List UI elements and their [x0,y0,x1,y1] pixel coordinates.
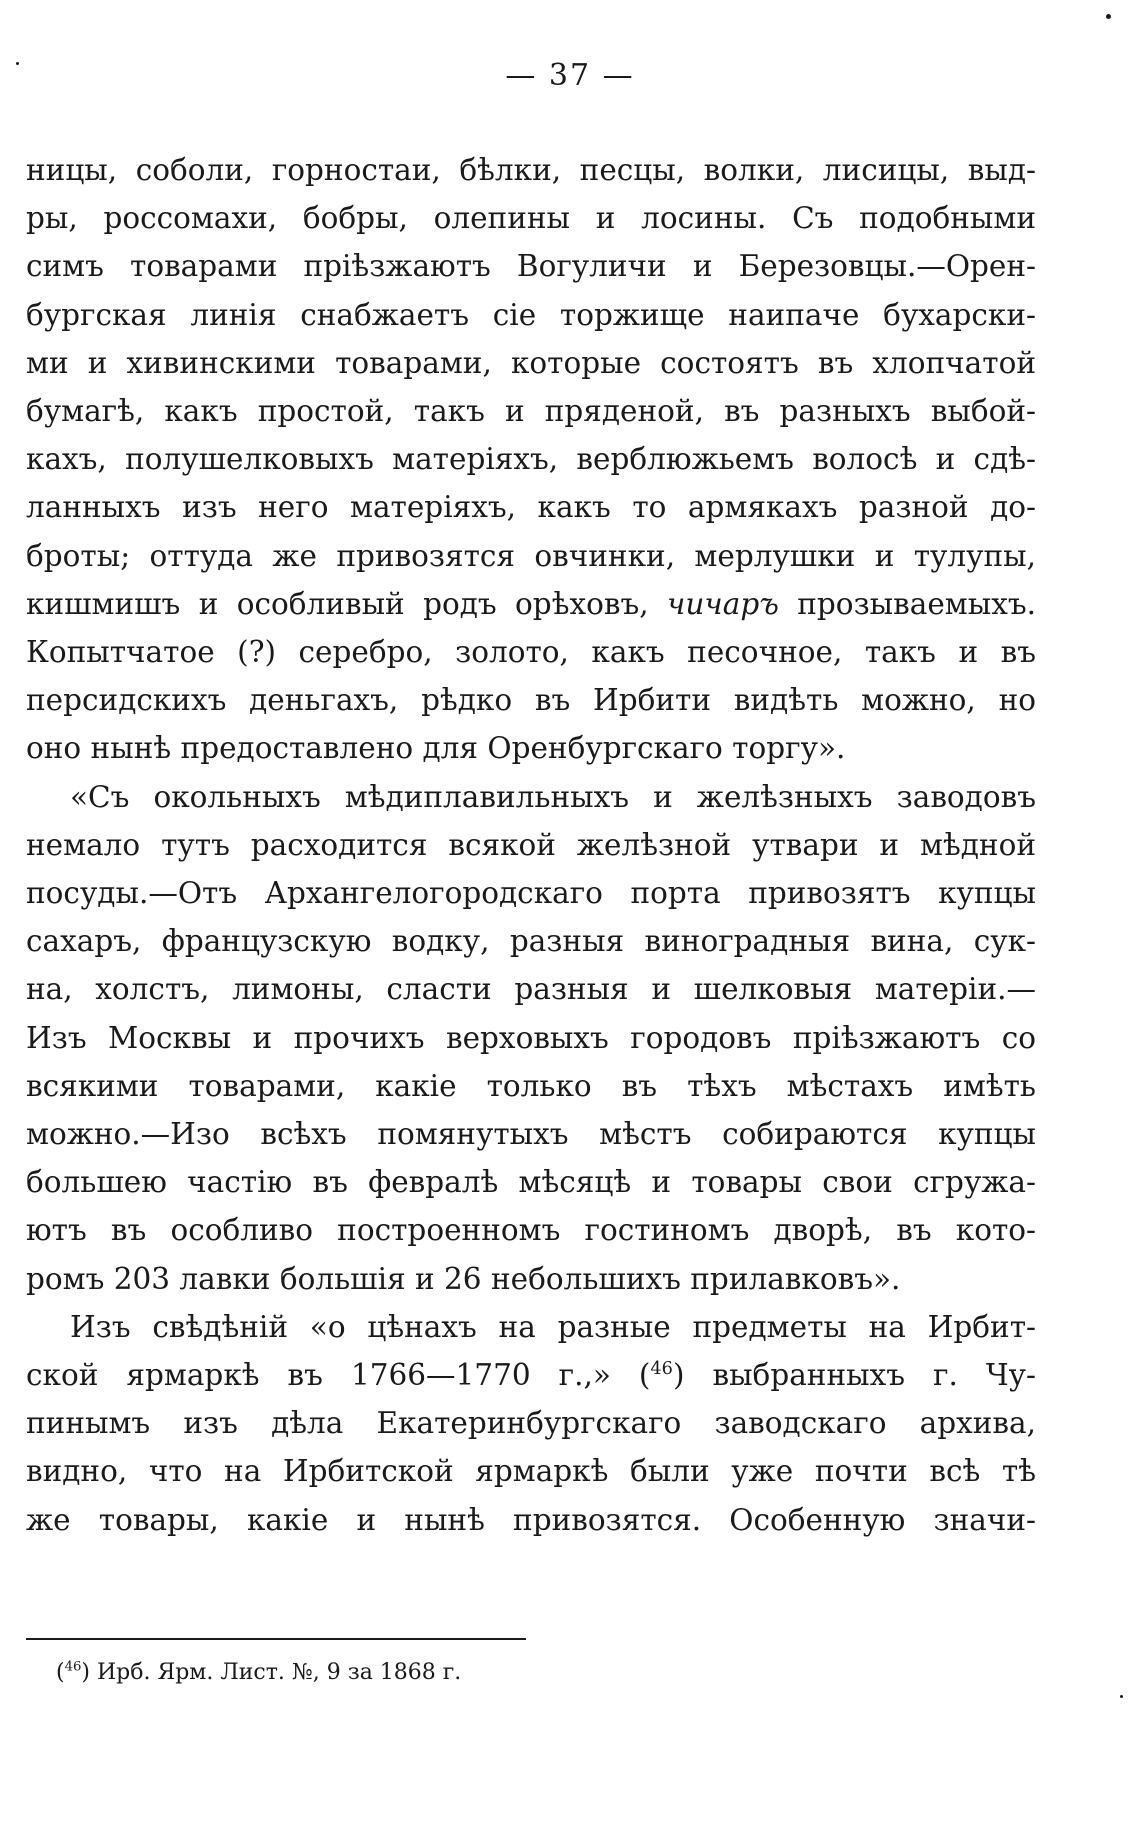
page-speck [1106,14,1111,19]
text-line: ютъ въ особливо построенномъ гостиномъ дворѣ, въ кото- [26,1213,1036,1248]
text-line: немало тутъ расходится всякой желѣзной утвари и мѣдной [26,827,1036,862]
text-line: на, холстъ, лимоны, сласти разныя и шелковыя матеріи.— [26,972,1036,1007]
text-line: бургская линія снабжаетъ сіе торжище наипаче бухарски- [26,297,1036,332]
footnote: ($^{46}$) Ирб. Ярм. Лист. №, 9 за 1868 г. [56,1659,462,1685]
text-line: кахъ, полушелковыхъ матеріяхъ, верблюжьемъ волосѣ и сдѣ- [26,442,1036,477]
text-fragment: прозываемыхъ. [778,586,1036,621]
text-line: ромъ 203 лавки большія и 26 небольшихъ прилавковъ». [26,1261,901,1296]
text-line: персидскихъ деньгахъ, рѣдко въ Ирбити видѣть можно, но [26,683,1036,718]
text-line: ры, россомахи, бобры, олепины и лосины. Съ подобными [26,201,1036,236]
text-line [26,1351,1036,1399]
text-fragment: ) выбранныхъ г. Чу- [672,1358,1036,1393]
text-line: броты; оттуда же привозятся овчинки, мерлушки и тулупы, [26,538,1036,573]
text-line: оно нынѣ предоставлено для Оренбургскаго торгу». [26,731,846,766]
text-fragment: кишмишъ и особливый родъ орѣховъ, [26,586,668,621]
text-line: бумагѣ, какъ простой, такъ и пряденой, въ разныхъ выбой- [26,394,1036,429]
text-fragment: ской ярмаркѣ въ 1766—1770 г.,» ( [26,1358,651,1393]
text-line: «Съ окольныхъ мѣдиплавильныхъ и желѣзныхъ заводовъ [70,779,1036,814]
text-line: всякими товарами, какіе только въ тѣхъ мѣстахъ имѣть [26,1068,1036,1103]
text-line: Изъ Москвы и прочихъ верховыхъ городовъ пріѣзжаютъ со [26,1020,1036,1055]
footnote-mark: 46 [64,1659,82,1675]
body-text [26,146,1036,1544]
text-line: видно, что на Ирбитской ярмаркѣ были уже почти всѣ тѣ [26,1454,1036,1489]
page-speck [1120,1695,1123,1698]
text-line: ланныхъ изъ него матеріяхъ, какъ то армякахъ разной до- [26,490,1036,525]
text-line: можно.—Изо всѣхъ помянутыхъ мѣстъ собираются купцы [26,1117,1036,1152]
text-line: Копытчатое (?) серебро, золото, какъ песочное, такъ и въ [26,635,1036,670]
footnote-separator [26,1638,526,1640]
text-line: большею частію въ февралѣ мѣсяцѣ и товары свои сгружа- [26,1165,1036,1200]
text-line: симъ товарами пріѣзжаютъ Вогуличи и Березовцы.—Орен- [26,249,1036,284]
footnote-reference: 46 [650,1359,673,1380]
footnote-text: ) Ирб. Ярм. Лист. №, 9 за 1868 г. [81,1660,462,1685]
text-line: ми и хивинскими товарами, которые состоятъ въ хлопчатой [26,345,1036,380]
text-line: пинымъ изъ дѣла Екатеринбургскаго заводскаго архива, [26,1406,1036,1441]
text-line: посуды.—Отъ Архангелогородскаго порта привозятъ купцы [26,876,1036,911]
page-number: — 37 — [505,58,635,93]
italic-term: чичаръ [667,586,779,621]
text-line: сахаръ, французскую водку, разныя виноградныя вина, сук- [26,924,1036,959]
text-line: ницы, соболи, горностаи, бѣлки, песцы, волки, лисицы, выд- [26,153,1036,187]
page-speck [16,62,19,65]
text-line: же товары, какіе и нынѣ привозятся. Особенную значи- [26,1502,1036,1537]
text-line: Изъ свѣдѣній «о цѣнахъ на разные предметы на Ирбит- [70,1309,1036,1344]
text-line [26,580,1036,628]
